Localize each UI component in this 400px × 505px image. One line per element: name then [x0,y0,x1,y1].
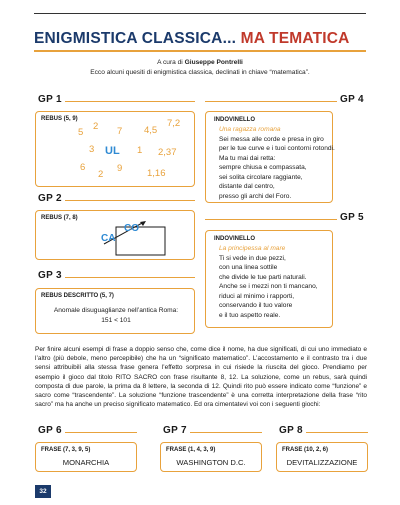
gp1-digit: 3 [89,144,95,155]
gp3-line-2: 151 < 101 [101,317,131,324]
gp4-line: Sei messa alle corde e presa in giro [219,135,324,143]
gp7-answer: WASHINGTON D.C. [176,458,246,467]
gp5-title: INDOVINELLO [214,236,256,242]
gp7-label: GP 7 [160,425,190,436]
gp5-line: con una linea sottile [219,264,278,271]
gp5-line: riduci al minimo i rapporti, [219,292,295,300]
gp5-text [219,244,318,320]
gp6-label: GP 6 [35,425,65,436]
body-paragraph: Per finire alcuni esempi di frase a doppio senso che, come dice il nome, ha due significati, di cui uno immediato e l’altro (più debole, meno percepibile) che ha un “significato matematico”. L’accostamento e il contrasto tra i due sensi attribuibili alla stessa frase genera l’effetto sorpresa in cui risiede la riuscita del gioco. Prendiamo per esempio il gioco dal titolo RITO SACRO con frase risultante 8, 12. La soluzione, come un rebus, sarà quindi composta di due parole, la prima da 8 lettere, la seconda di 12. Quindi rito può essere indicato come “funzione” e sacro come “trascendente”. La soluzione “funzione trascendente” è una corretta interpretazione della frase “rito sacro” ma ha anche un preciso significato matematico. Ed ora cimentatevi voi con i seguenti giochi: [35,346,367,409]
credit-author: Giuseppe Pontrelli [184,59,243,66]
gp2-title: REBUS (7, 8) [41,215,78,221]
gp1-digit: 2,37 [158,147,177,158]
gp3-box [35,288,195,334]
gp8-label: GP 8 [276,425,306,436]
gp4-line: sei solita circolare raggiante, [219,173,303,181]
gp1-digit: 7 [117,126,123,137]
intro-text: Ecco alcuni quesiti di enigmistica classica, declinati in chiave “matematica”. [90,69,310,76]
gp4-subtitle: Una ragazza romana [219,126,281,133]
credit [0,59,400,66]
title-part-2: MA TEMATICA [240,30,350,47]
gp4-line: Ma tu mai dai retta: [219,154,276,162]
gp6-box [35,442,137,472]
gp1-label: GP 1 [35,94,65,105]
gp4-line: sempre chiusa e compassata, [219,164,307,171]
gp5-line: Anche se i mezzi non ti mancano, [219,283,318,290]
gp8-answer: DEVITALIZZAZIONE [286,458,358,467]
gp3-label: GP 3 [35,270,65,281]
credit-prefix: A cura di [157,59,185,66]
gp1-digit: 9 [117,163,123,174]
gp7-title: FRASE (1, 4, 3, 9) [166,447,216,453]
gp3-line-1: Anomale disuguaglianze nell’antica Roma: [53,307,179,314]
gp2-co: CO [124,223,139,234]
gp2-label: GP 2 [35,193,65,204]
gp4-label: GP 4 [337,94,367,105]
gp5-line: e il tuo aspetto reale. [219,311,281,319]
gp1-digit: 2 [93,121,99,132]
gp1-digit: 1 [137,145,143,156]
page-title [34,30,350,48]
gp1-digit: 7,2 [167,118,181,129]
gp1-digit: 2 [98,169,104,180]
gp1-digit: 4,5 [144,125,158,136]
gp1-box [35,111,195,187]
gp2-box [35,210,195,260]
gp4-line: distante dal centro, [219,183,275,190]
gp2-ca: CA [101,233,116,244]
gp1-digit: 5 [78,127,84,138]
gp4-title: INDOVINELLO [214,117,256,123]
gp4-line: per le tue curve e i tuoi contorni rotondi. [219,145,335,152]
gp1-digit: 1,16 [147,168,166,179]
gp4-text [219,125,335,201]
gp4-box [205,111,333,203]
gp6-title: FRASE (7, 3, 9, 5) [41,447,91,453]
gp5-subtitle: La principessa al mare [219,245,286,252]
gp5-box [205,230,333,328]
title-part-1: ENIGMISTICA CLASSICA... [34,30,241,47]
gp1-digit: 6 [80,162,86,173]
gp2-rebus-drawing [36,211,196,261]
gp5-line: che divide le tue parti naturali. [219,273,307,281]
gp1-ul: UL [105,145,120,157]
gp6-answer: MONARCHIA [62,458,110,467]
gp8-box [276,442,368,472]
page-number: 32 [35,485,51,498]
gp5-line: Ti si vede in due pezzi, [219,254,286,262]
title-rule [34,50,366,52]
top-rule [34,13,366,14]
gp3-title: REBUS DESCRITTO (5, 7) [41,293,114,299]
gp4-line: presso gli archi del Foro. [219,192,292,200]
gp5-label: GP 5 [337,212,367,223]
gp7-box [160,442,262,472]
gp8-title: FRASE (10, 2, 6) [282,447,329,453]
gp5-line: conservando il tuo valore [219,302,293,309]
gp1-title: REBUS (5, 9) [41,116,78,122]
